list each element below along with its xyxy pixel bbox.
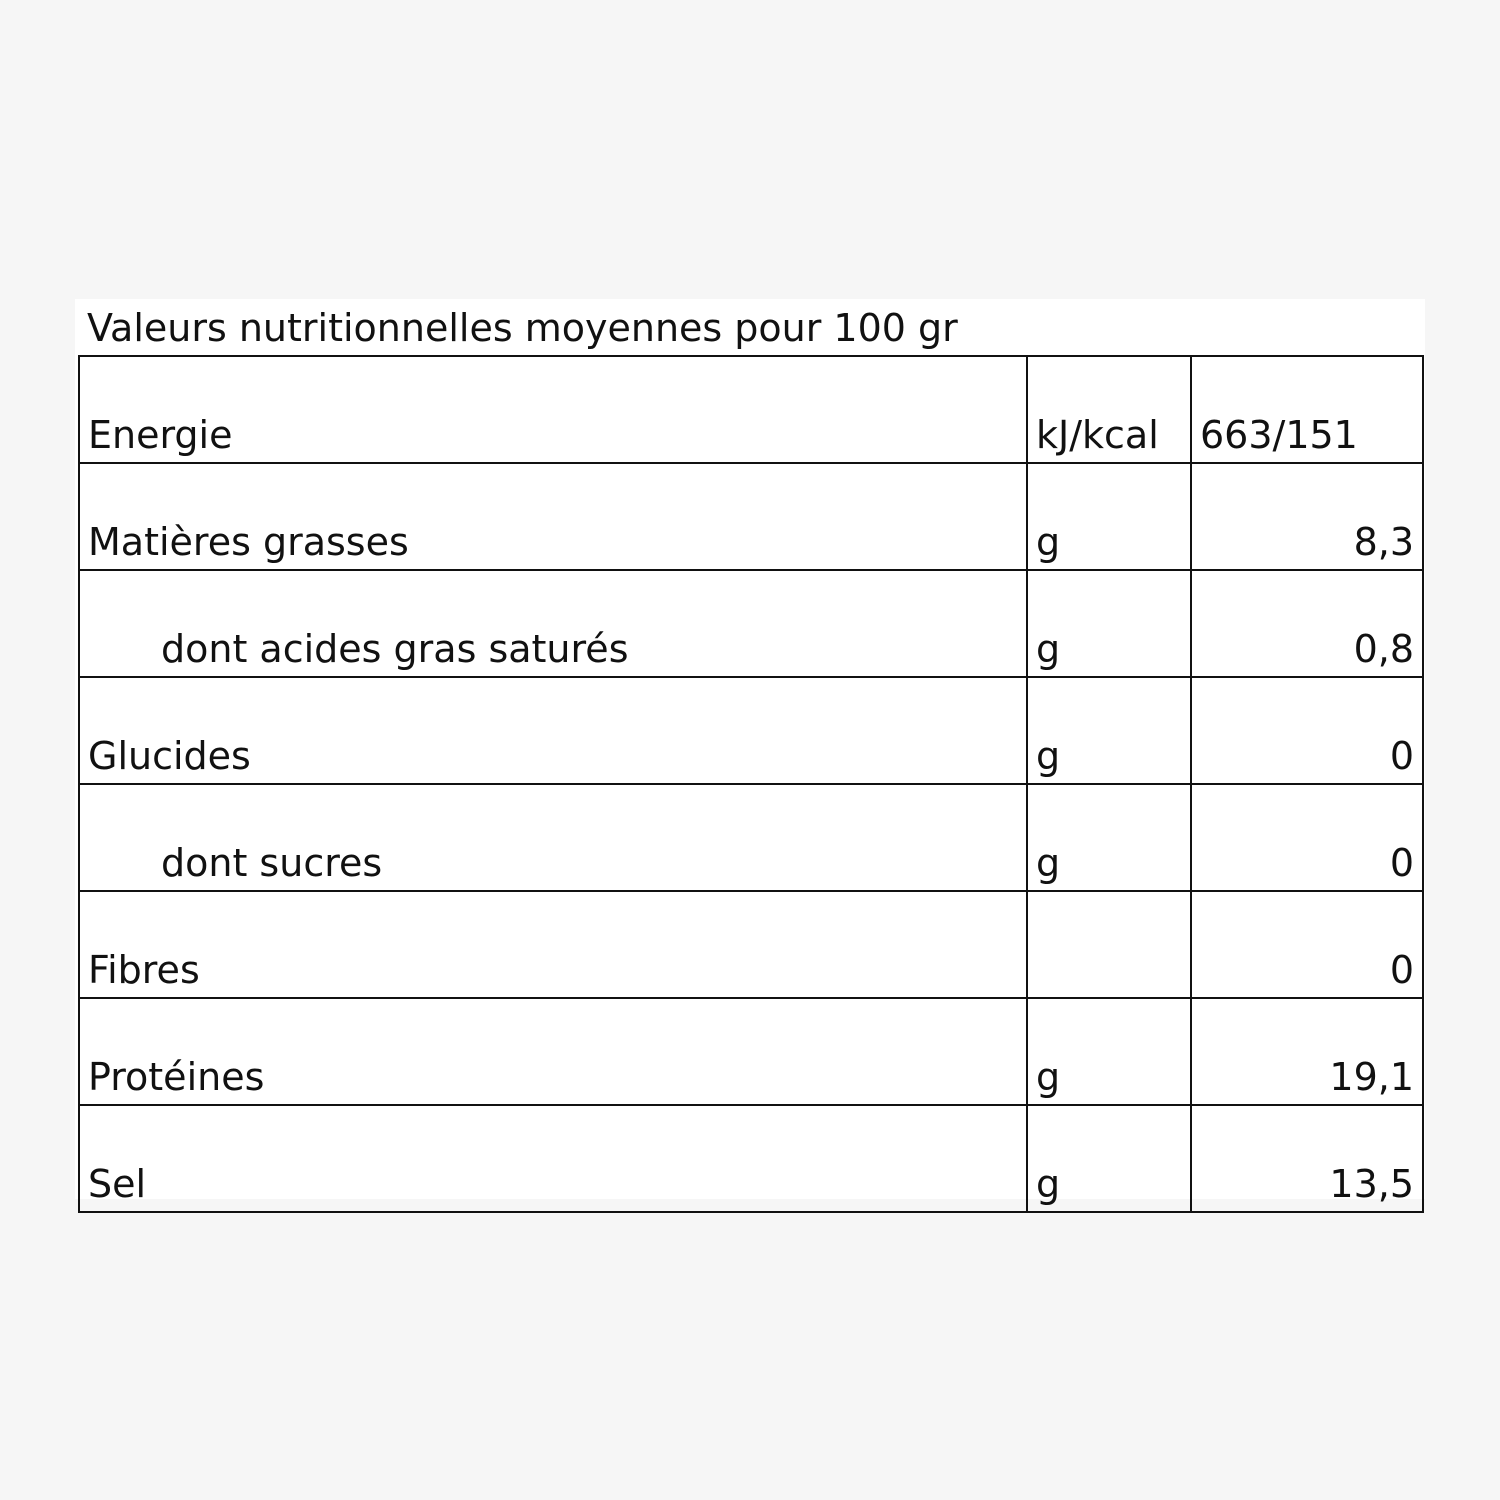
row-value: 0 <box>1191 784 1423 891</box>
row-label: dont acides gras saturés <box>161 627 629 671</box>
table-row <box>79 356 1423 463</box>
row-value: 663/151 <box>1191 356 1423 463</box>
row-value: 13,5 <box>1191 1105 1423 1212</box>
row-label: Energie <box>79 356 1027 463</box>
table-row <box>79 1105 1423 1212</box>
row-label: Sel <box>79 1105 1027 1212</box>
nutrition-sheet <box>75 299 1425 1206</box>
table-row <box>79 463 1423 570</box>
row-unit: g <box>1027 570 1191 677</box>
nutrition-table <box>78 355 1424 1213</box>
table-row <box>79 891 1423 998</box>
table-row <box>79 998 1423 1105</box>
row-unit <box>1027 891 1191 998</box>
row-unit: g <box>1027 1105 1191 1212</box>
row-value: 19,1 <box>1191 998 1423 1105</box>
row-value: 0 <box>1191 891 1423 998</box>
row-label: Glucides <box>79 677 1027 784</box>
row-label-cell <box>79 570 1027 677</box>
row-label: Protéines <box>79 998 1027 1105</box>
row-unit: g <box>1027 998 1191 1105</box>
row-unit: g <box>1027 463 1191 570</box>
row-unit: kJ/kcal <box>1027 356 1191 463</box>
row-value: 0,8 <box>1191 570 1423 677</box>
row-label: dont sucres <box>161 841 383 885</box>
row-label: Matières grasses <box>79 463 1027 570</box>
row-label-cell <box>79 784 1027 891</box>
table-title: Valeurs nutritionnelles moyennes pour 100 gr <box>87 306 958 350</box>
row-label: Fibres <box>79 891 1027 998</box>
table-row <box>79 677 1423 784</box>
row-value: 8,3 <box>1191 463 1423 570</box>
table-row <box>79 784 1423 891</box>
row-value: 0 <box>1191 677 1423 784</box>
table-row <box>79 570 1423 677</box>
row-unit: g <box>1027 784 1191 891</box>
row-unit: g <box>1027 677 1191 784</box>
